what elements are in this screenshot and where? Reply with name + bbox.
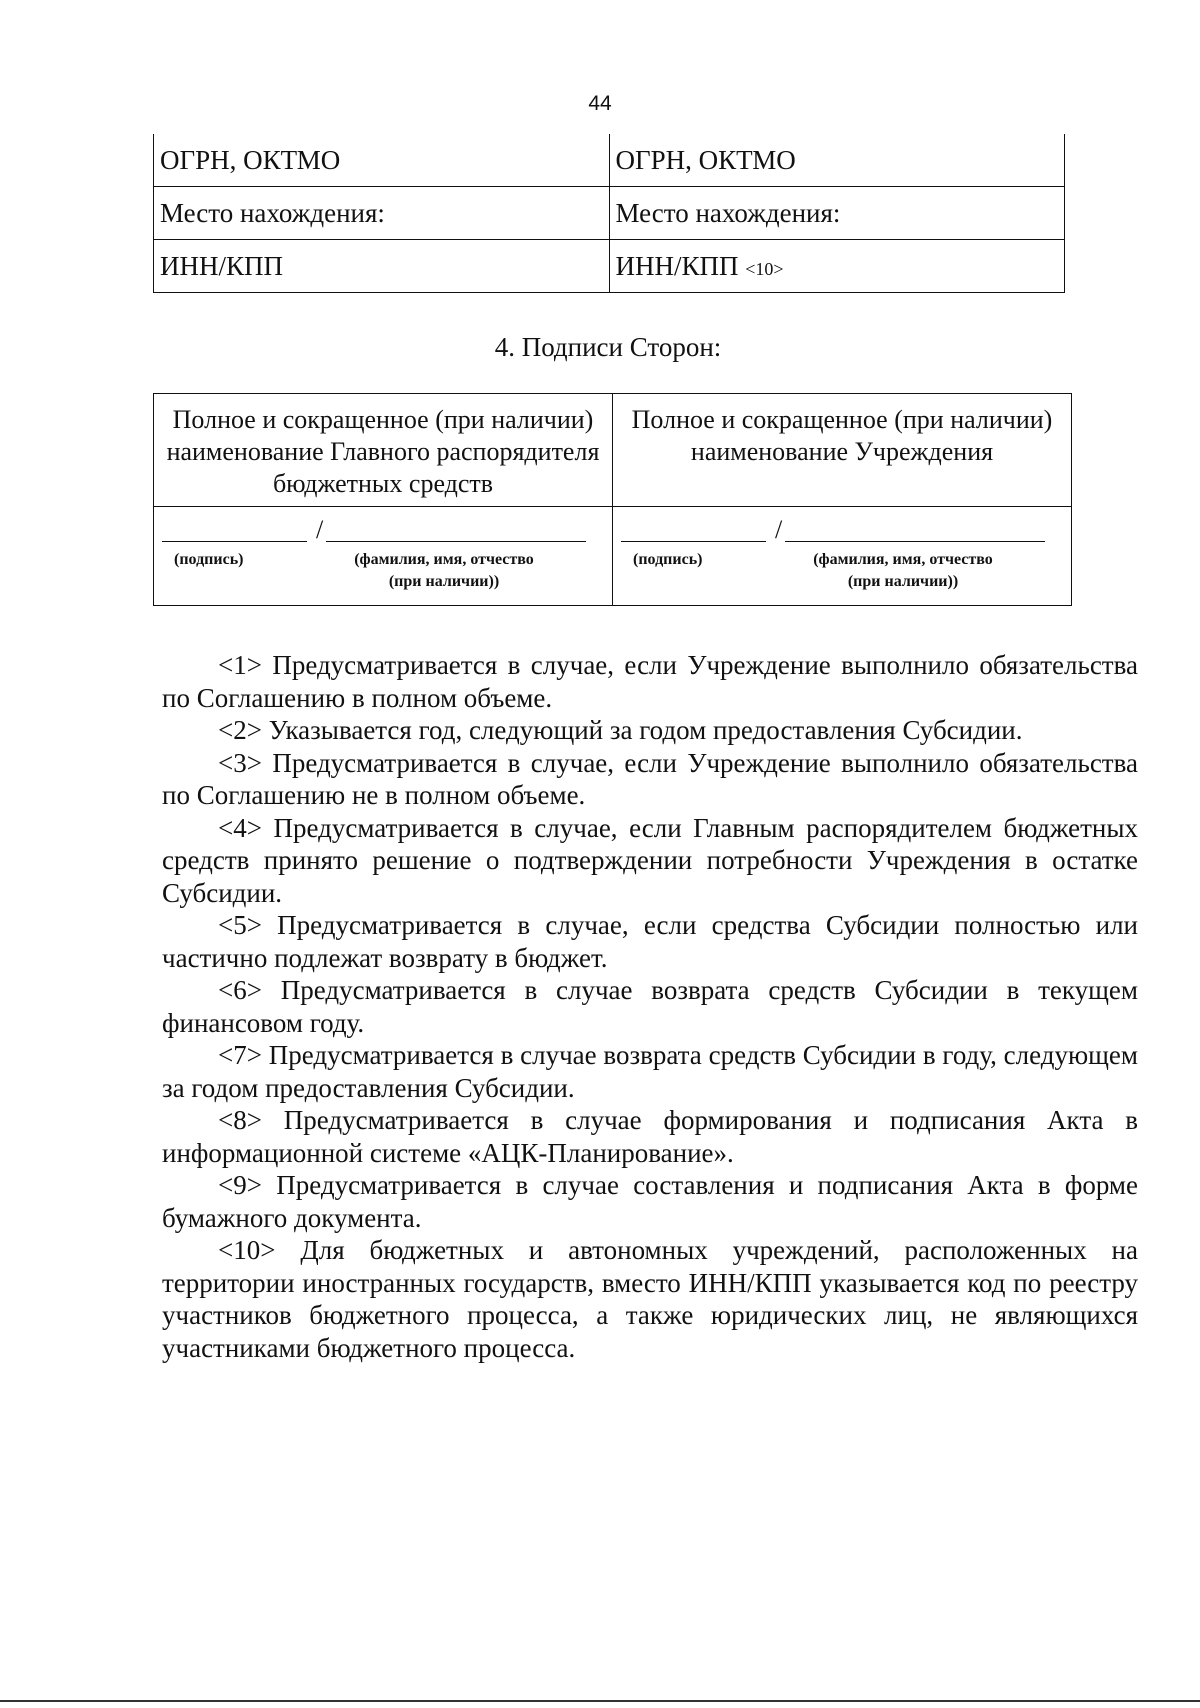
requisite-cell [609,240,1065,293]
requisite-cell: Место нахождения: [154,187,610,240]
separator-slash: / [775,515,783,544]
footnote-reference: <10> [745,258,784,279]
table-row [154,134,1065,187]
requisite-cell: ОГРН, ОКТМО [609,134,1065,187]
footnote-7: <7> Предусматривается в случае возврата средств Субсидии в году, следующем за годом предоставления Субсидии. [162,1040,1138,1103]
name-line [326,541,586,542]
page-number: 44 [588,92,612,115]
footnote-4: <4> Предусматривается в случае, если Главным распорядителем бюджетных средств принято решение о подтверждении потребности Учреждения в остатке Субсидии. [162,812,1138,908]
requisite-cell: ИНН/КПП [154,240,610,293]
caption-name-line2: (при наличии)) [388,573,500,590]
caption-name-line1: (фамилия, имя, отчество [813,551,993,568]
caption-name [773,549,1033,593]
footnote-2: <2> Указывается год, следующий за годом предоставления Субсидии. [218,715,1023,745]
caption-name [314,549,574,593]
table-row [154,394,1072,507]
footnote-8: <8> Предусматривается в случае формирования и подписания Акта в информационной системе «АЦК-Планирование». [162,1105,1138,1168]
table-row [154,187,1065,240]
footnote-5: <5> Предусматривается в случае, если средства Субсидии полностью или частично подлежат возврату в бюджет. [162,910,1138,973]
caption-signature: (подпись) [633,551,703,568]
party-header-right: Полное и сокращенное (при наличии) наименование Учреждения [613,394,1072,507]
footnote-9: <9> Предусматривается в случае составления и подписания Акта в форме бумажного документа. [162,1170,1138,1233]
table-row [154,507,1072,606]
name-line [785,541,1045,542]
footnotes [162,649,1138,1364]
requisite-cell: Место нахождения: [609,187,1065,240]
requisite-cell: ОГРН, ОКТМО [154,134,610,187]
party-header-left: Полное и сокращенное (при наличии) наименование Главного распорядителя бюджетных средств [154,394,613,507]
caption-signature: (подпись) [174,551,244,568]
requisite-text: ИНН/КПП [615,250,739,281]
bottom-scan-edge [0,1700,1200,1702]
table-row [154,240,1065,293]
signature-block-right [613,507,1072,606]
requisites-table [153,134,1065,293]
separator-slash: / [316,515,324,544]
footnote-3: <3> Предусматривается в случае, если Учреждение выполнило обязательства по Соглашению не в полном объеме. [162,747,1138,810]
section-title: 4. Подписи Сторон: [494,332,722,362]
signature-block-left [154,507,613,606]
signature-line [621,541,766,542]
signature-line [162,541,307,542]
signatures-table [153,393,1072,606]
caption-name-line2: (при наличии)) [847,573,959,590]
caption-name-line1: (фамилия, имя, отчество [354,551,534,568]
footnote-6: <6> Предусматривается в случае возврата средств Субсидии в текущем финансовом году. [162,975,1138,1038]
footnote-1: <1> Предусматривается в случае, если Учреждение выполнило обязательства по Соглашению в полном объеме. [162,650,1138,713]
footnote-10: <10> Для бюджетных и автономных учреждений, расположенных на территории иностранных государств, вместо ИНН/КПП указывается код по реестру участников бюджетного процесса, а также юридических лиц, не являющихся участниками бюджетного процесса. [162,1235,1138,1363]
